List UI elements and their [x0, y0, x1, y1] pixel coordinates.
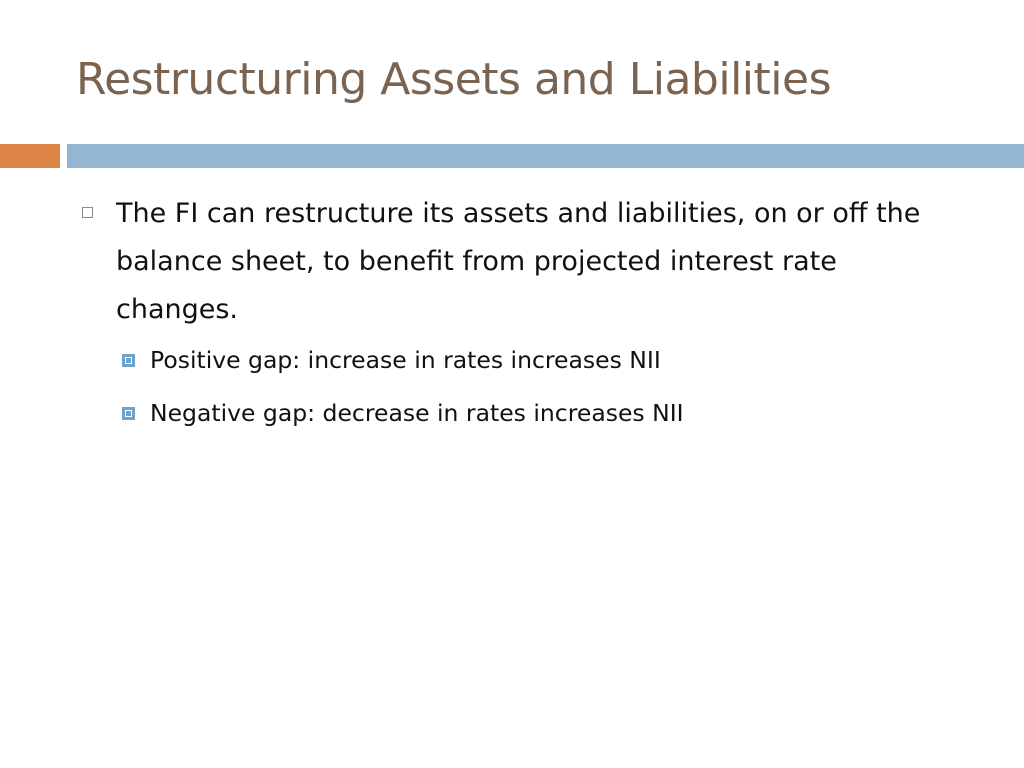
hollow-square-bullet-icon: [82, 207, 93, 218]
slide-content: [82, 190, 982, 448]
sub-bullet-text: Negative gap: decrease in rates increases NII: [150, 399, 684, 427]
bullet-item: [82, 190, 961, 334]
sub-bullet-item: [122, 342, 982, 379]
filled-square-bullet-icon: [122, 407, 135, 420]
accent-bar-blue: [67, 144, 1024, 168]
bullet-text: The FI can restructure its assets and liabilities, on or off the balance sheet, to benefit from projected interest rate changes.: [116, 198, 921, 325]
sub-bullet-item: [122, 395, 982, 432]
accent-bar-orange: [0, 144, 60, 168]
slide-title: Restructuring Assets and Liabilities: [76, 54, 831, 105]
sub-bullet-list: [82, 342, 982, 432]
filled-square-bullet-icon: [122, 354, 135, 367]
sub-bullet-text: Positive gap: increase in rates increases NII: [150, 346, 661, 374]
